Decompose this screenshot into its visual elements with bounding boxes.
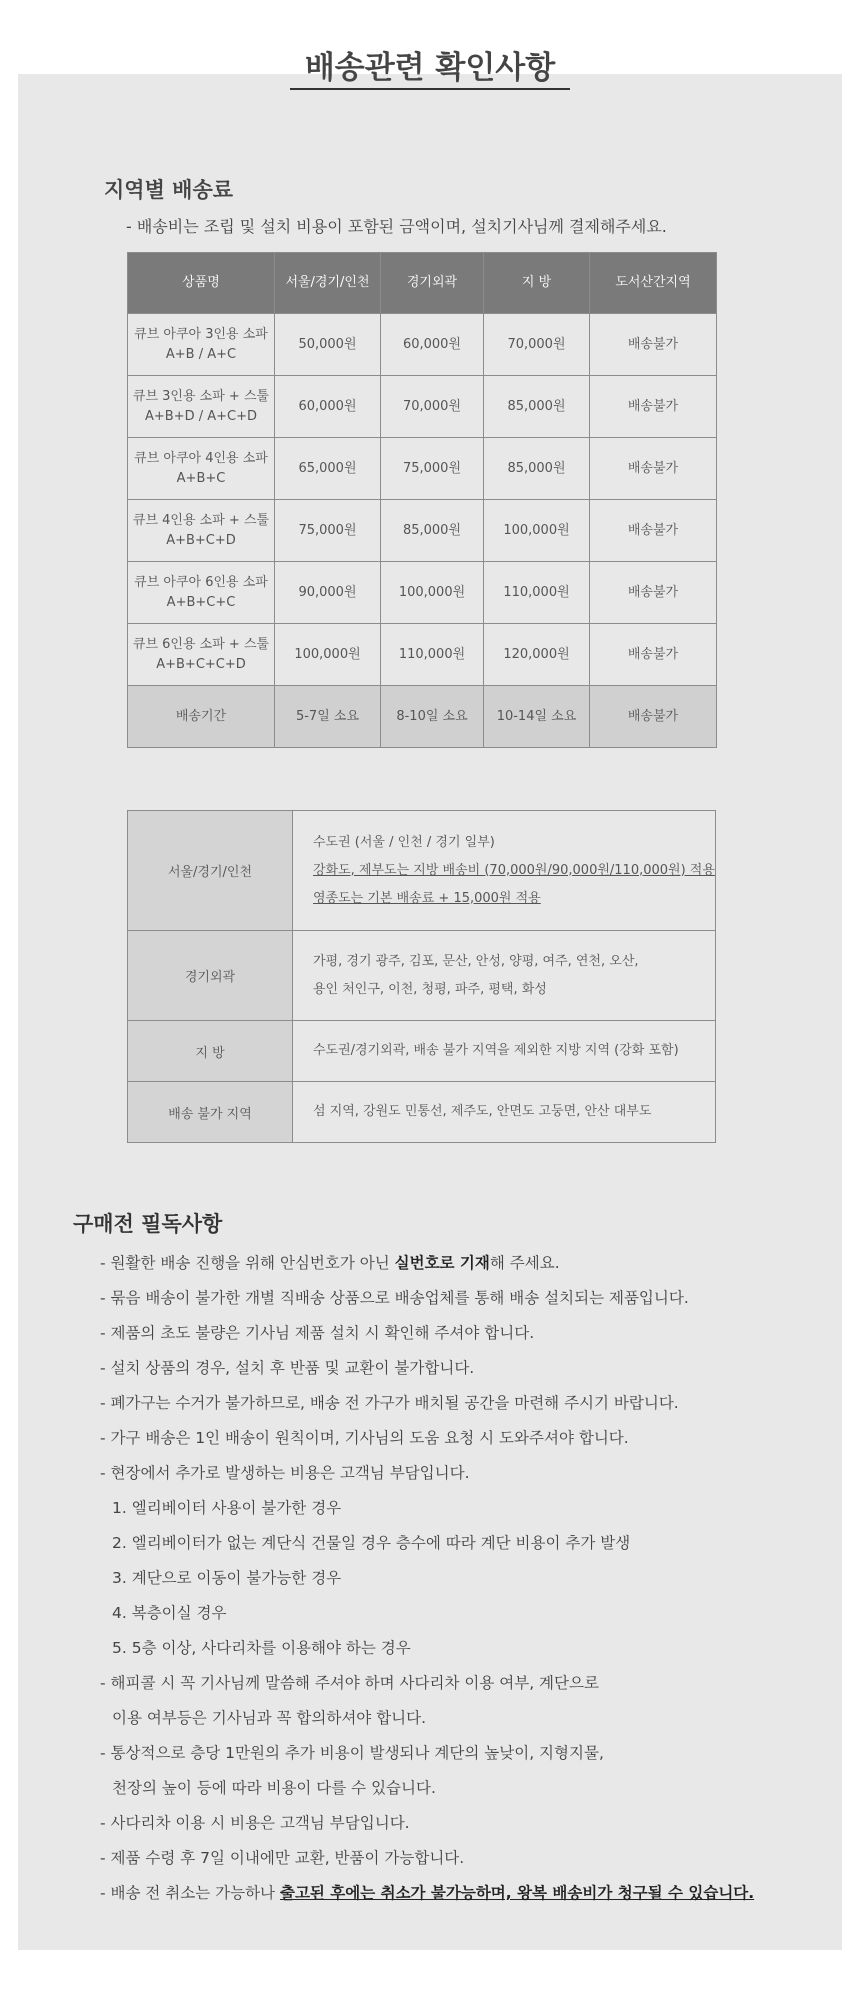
fee-cell: 배송불가	[590, 438, 717, 500]
area-detail: 수도권/경기외곽, 배송 불가 지역을 제외한 지방 지역 (강화 포함)	[293, 1021, 716, 1082]
fee-row	[128, 500, 717, 562]
fee-cell: 100,000원	[275, 624, 381, 686]
notice-item: - 설치 상품의 경우, 설치 후 반품 및 교환이 불가합니다.	[100, 1359, 475, 1377]
col-header-local: 지 방	[484, 253, 590, 314]
fee-cell: 60,000원	[381, 314, 484, 376]
fee-row	[128, 314, 717, 376]
fee-cell: 90,000원	[275, 562, 381, 624]
page-title: 배송관련 확인사항	[304, 50, 556, 86]
notice-item-continued: 이용 여부등은 기사님과 꼭 합의하셔야 합니다.	[112, 1709, 427, 1727]
fee-cell: 배송불가	[590, 376, 717, 438]
area-row-capital	[128, 811, 716, 931]
fee-cell: 85,000원	[484, 376, 590, 438]
notice-item	[100, 1246, 820, 1281]
area-detail-line: 가평, 경기 광주, 김포, 문산, 안성, 양평, 여주, 연천, 오산,	[313, 953, 639, 969]
notice-item: - 폐가구는 수거가 불가하므로, 배송 전 가구가 배치될 공간을 마련해 주시기 바랍니다.	[100, 1394, 679, 1412]
product-name-cell	[128, 562, 275, 624]
region-fee-subtitle: - 배송비는 조립 및 설치 비용이 포함된 금액이며, 설치기사님께 결제해주세요.	[126, 217, 667, 236]
product-combo: A+B+C	[176, 470, 226, 486]
fee-cell: 110,000원	[484, 562, 590, 624]
product-combo: A+B+D / A+C+D	[144, 408, 258, 424]
product-name-cell	[128, 500, 275, 562]
product-name: 큐브 아쿠아 3인용 소파	[134, 326, 268, 342]
notice-item: - 제품 수령 후 7일 이내에만 교환, 반품이 가능합니다.	[100, 1849, 465, 1867]
area-label: 배송 불가 지역	[128, 1082, 293, 1143]
col-header-product: 상품명	[128, 253, 275, 314]
fee-cell: 110,000원	[381, 624, 484, 686]
notice-list	[100, 1246, 820, 1911]
product-combo: A+B / A+C	[165, 346, 237, 362]
notice-emphasis: 실번호로 기재	[394, 1254, 490, 1272]
col-header-island: 도서산간지역	[590, 253, 717, 314]
title-underline	[290, 88, 570, 90]
product-name: 큐브 아쿠아 4인용 소파	[134, 450, 268, 466]
notice-item: - 현장에서 추가로 발생하는 비용은 고객님 부담입니다.	[100, 1464, 470, 1482]
fee-cell: 100,000원	[381, 562, 484, 624]
fee-cell: 100,000원	[484, 500, 590, 562]
col-header-outer: 경기외곽	[381, 253, 484, 314]
notice-item-continued: 천장의 높이 등에 따라 비용이 다를 수 있습니다.	[112, 1779, 436, 1797]
shipping-fee-table	[127, 252, 717, 748]
notice-item: - 가구 배송은 1인 배송이 원칙이며, 기사님의 도움 요청 시 도와주셔야 합니다.	[100, 1429, 629, 1447]
area-detail	[293, 931, 716, 1021]
col-header-capital: 서울/경기/인천	[275, 253, 381, 314]
fee-cell: 50,000원	[275, 314, 381, 376]
fee-cell: 배송불가	[590, 314, 717, 376]
area-detail-line: 용인 처인구, 이천, 청평, 파주, 평택, 화성	[313, 981, 547, 997]
area-label: 서울/경기/인천	[128, 811, 293, 931]
area-detail-line: 영종도는 기본 배송료 + 15,000원 적용	[313, 890, 541, 906]
area-detail: 섬 지역, 강원도 민통선, 제주도, 안면도 고둥면, 안산 대부도	[293, 1082, 716, 1143]
product-combo: A+B+C+C+D	[156, 656, 246, 672]
fee-row	[128, 624, 717, 686]
product-combo: A+B+C+C	[166, 594, 236, 610]
product-name: 큐브 아쿠아 6인용 소파	[134, 574, 268, 590]
notice-item: - 해피콜 시 꼭 기사님께 말씀해 주셔야 하며 사다리차 이용 여부, 계단으로	[100, 1674, 599, 1692]
fee-row	[128, 438, 717, 500]
notice-item: - 통상적으로 층당 1만원의 추가 비용이 발생되나 계단의 높낮이, 지형지물,	[100, 1744, 604, 1762]
area-detail-line: 강화도, 제부도는 지방 배송비 (70,000원/90,000원/110,000원) 적용	[313, 862, 715, 878]
fee-cell: 70,000원	[484, 314, 590, 376]
fee-cell: 120,000원	[484, 624, 590, 686]
product-name-cell	[128, 438, 275, 500]
notice-item: - 묶음 배송이 불가한 개별 직배송 상품으로 배송업체를 통해 배송 설치되는 제품입니다.	[100, 1289, 689, 1307]
notice-item: - 사다리차 이용 시 비용은 고객님 부담입니다.	[100, 1814, 410, 1832]
notice-text: - 원활한 배송 진행을 위해 안심번호가 아닌	[100, 1254, 395, 1272]
notice-subitem: 3. 계단으로 이동이 불가능한 경우	[112, 1569, 342, 1587]
product-name-cell	[128, 624, 275, 686]
notice-subitem: 4. 복층이실 경우	[112, 1604, 227, 1622]
notice-emphasis: 출고된 후에는 취소가 불가능하며, 왕복 배송비가 청구될 수 있습니다.	[279, 1884, 755, 1902]
fee-row	[128, 376, 717, 438]
fee-cell: 배송불가	[590, 624, 717, 686]
period-cell: 8-10일 소요	[381, 686, 484, 748]
period-cell: 10-14일 소요	[484, 686, 590, 748]
fee-cell: 65,000원	[275, 438, 381, 500]
delivery-area-table	[127, 810, 716, 1143]
area-label: 지 방	[128, 1021, 293, 1082]
delivery-period-row	[128, 686, 717, 748]
notice-text: - 배송 전 취소는 가능하나	[100, 1884, 280, 1902]
product-name-cell	[128, 376, 275, 438]
product-name: 큐브 4인용 소파 + 스툴	[132, 512, 270, 528]
fee-header-row	[128, 253, 717, 314]
notice-item	[100, 1876, 820, 1911]
period-label: 배송기간	[128, 686, 275, 748]
area-label: 경기외곽	[128, 931, 293, 1021]
notice-subitem: 1. 엘리베이터 사용이 불가한 경우	[112, 1499, 342, 1517]
area-row-local	[128, 1021, 716, 1082]
notice-subitem: 5. 5층 이상, 사다리차를 이용해야 하는 경우	[112, 1639, 411, 1657]
period-cell: 배송불가	[590, 686, 717, 748]
fee-row	[128, 562, 717, 624]
product-combo: A+B+C+D	[166, 532, 236, 548]
fee-cell: 배송불가	[590, 500, 717, 562]
fee-cell: 75,000원	[275, 500, 381, 562]
product-name: 큐브 3인용 소파 + 스툴	[132, 388, 270, 404]
period-cell: 5-7일 소요	[275, 686, 381, 748]
region-fee-heading: 지역별 배송료	[104, 178, 234, 202]
area-detail-line: 수도권 (서울 / 인천 / 경기 일부)	[313, 834, 495, 850]
notice-item: - 제품의 초도 불량은 기사님 제품 설치 시 확인해 주셔야 합니다.	[100, 1324, 535, 1342]
fee-cell: 배송불가	[590, 562, 717, 624]
area-row-unavailable	[128, 1082, 716, 1143]
notice-text: 해 주세요.	[489, 1254, 560, 1272]
product-name-cell	[128, 314, 275, 376]
product-name: 큐브 6인용 소파 + 스툴	[132, 636, 270, 652]
fee-cell: 70,000원	[381, 376, 484, 438]
fee-cell: 60,000원	[275, 376, 381, 438]
notice-subitem: 2. 엘리베이터가 없는 계단식 건물일 경우 층수에 따라 계단 비용이 추가 발생	[112, 1534, 631, 1552]
notice-heading: 구매전 필독사항	[73, 1212, 223, 1236]
fee-cell: 85,000원	[381, 500, 484, 562]
area-row-outer	[128, 931, 716, 1021]
area-detail	[293, 811, 716, 931]
fee-cell: 85,000원	[484, 438, 590, 500]
fee-cell: 75,000원	[381, 438, 484, 500]
